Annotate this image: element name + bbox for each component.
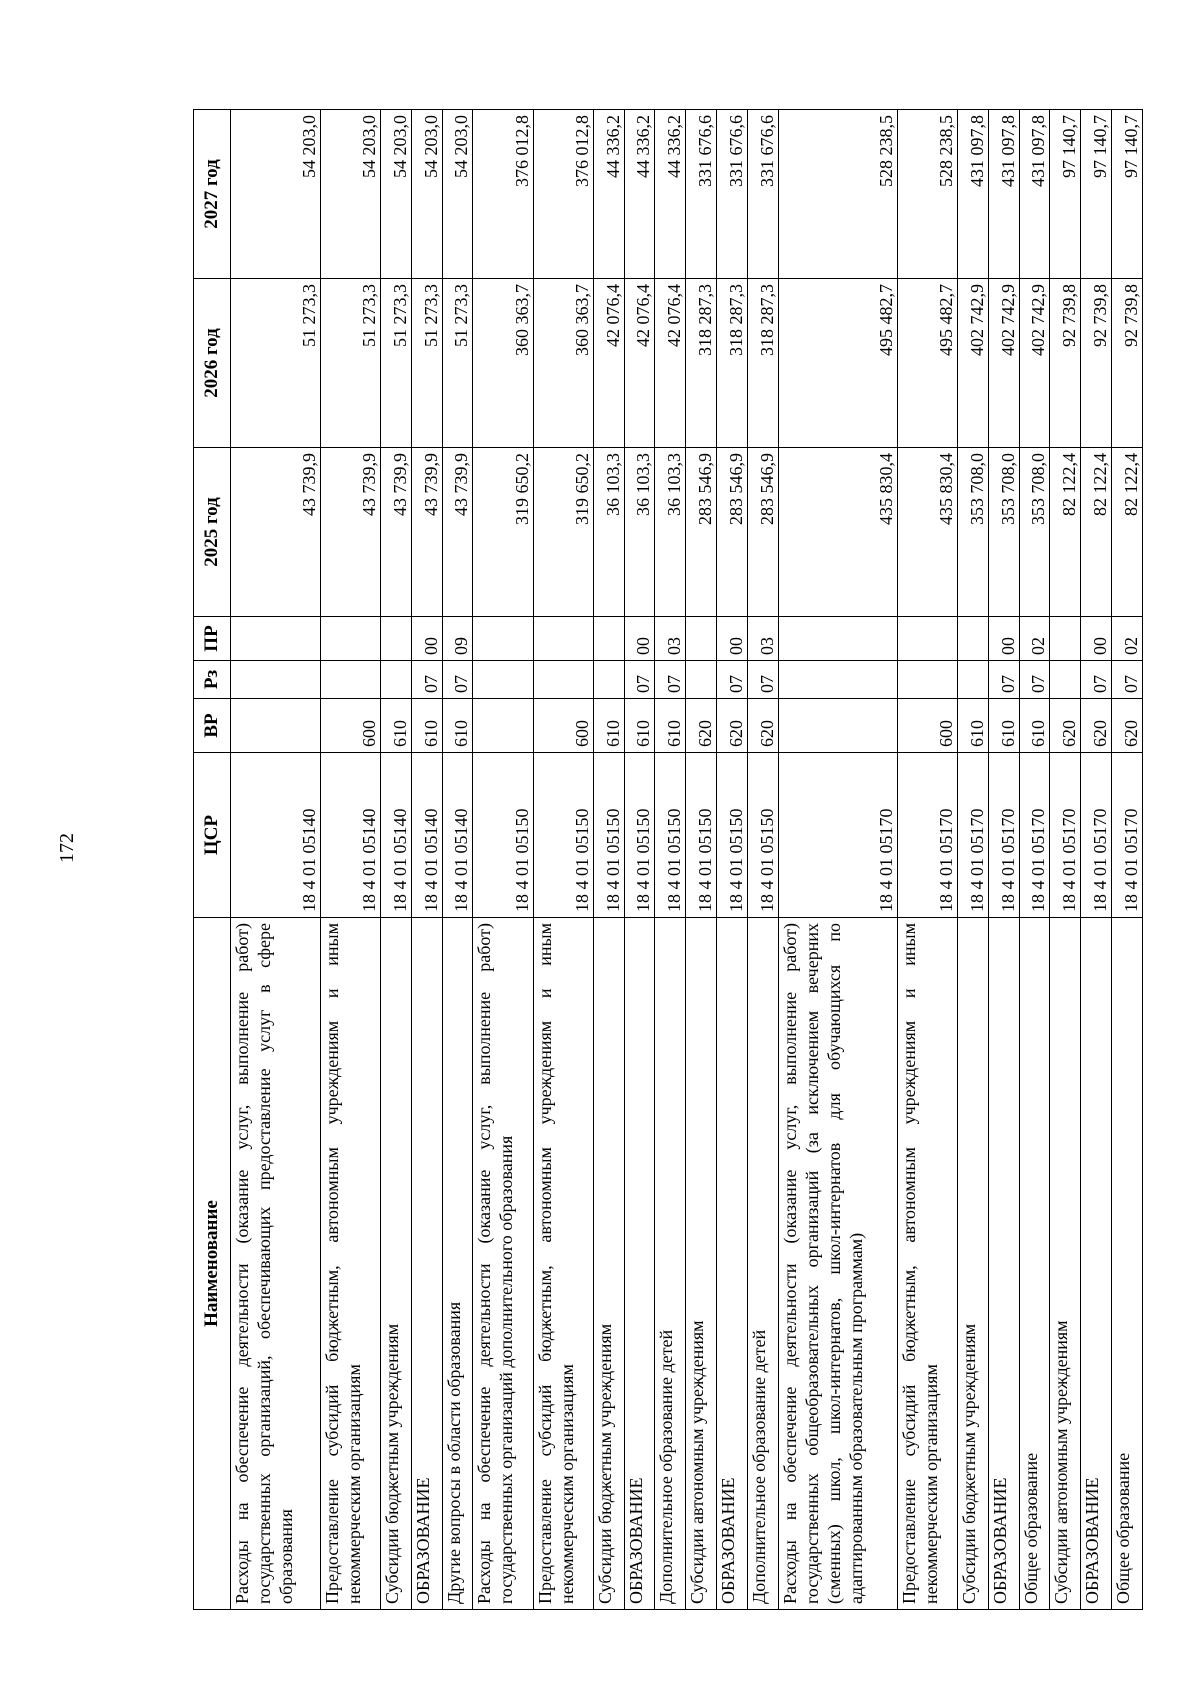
table-row bbox=[320, 110, 380, 1610]
cell-vr: 620 bbox=[1050, 699, 1081, 753]
cell-2027: 44 336,2 bbox=[593, 110, 624, 279]
cell-pr bbox=[533, 617, 593, 661]
cell-csr: 18 4 01 05140 bbox=[380, 753, 411, 918]
cell-name: ОБРАЗОВАНИЕ bbox=[1081, 918, 1112, 1610]
cell-pr: 03 bbox=[747, 617, 778, 661]
cell-rz bbox=[897, 661, 957, 699]
table-row bbox=[473, 110, 533, 1610]
cell-2027: 528 238,5 bbox=[897, 110, 957, 279]
cell-rz: 07 bbox=[1112, 661, 1143, 699]
cell-name: Расходы на обеспечение деятельности (оказание услуг, выполнение работ) государственных организаций, обеспечивающих предоставление услуг в сфере образования bbox=[231, 918, 321, 1610]
cell-vr: 600 bbox=[897, 699, 957, 753]
cell-rz: 07 bbox=[624, 661, 655, 699]
cell-2025: 43 739,9 bbox=[320, 448, 380, 617]
cell-vr bbox=[473, 699, 533, 753]
table-row bbox=[655, 110, 686, 1610]
header-2027: 2027 год bbox=[194, 110, 231, 279]
table-row bbox=[442, 110, 473, 1610]
cell-csr: 18 4 01 05150 bbox=[624, 753, 655, 918]
cell-pr: 00 bbox=[411, 617, 442, 661]
cell-name: Расходы на обеспечение деятельности (оказание услуг, выполнение работ) государственных общеобразовательных организаций (за исключением вечерних (сменных) школ, школ-интернатов, школ-интернатов для обучающихся по адаптированным образовательным программам) bbox=[778, 918, 897, 1610]
cell-2026: 402 742,9 bbox=[1019, 279, 1050, 448]
cell-2027: 431 097,8 bbox=[1019, 110, 1050, 279]
cell-name: Дополнительное образование детей bbox=[655, 918, 686, 1610]
cell-name: Субсидии бюджетным учреждениям bbox=[380, 918, 411, 1610]
cell-pr bbox=[380, 617, 411, 661]
cell-2027: 54 203,0 bbox=[411, 110, 442, 279]
cell-rz bbox=[1050, 661, 1081, 699]
cell-name: Другие вопросы в области образования bbox=[442, 918, 473, 1610]
cell-pr: 09 bbox=[442, 617, 473, 661]
cell-2025: 353 708,0 bbox=[958, 448, 989, 617]
cell-csr: 18 4 01 05170 bbox=[897, 753, 957, 918]
cell-rz bbox=[958, 661, 989, 699]
cell-2027: 431 097,8 bbox=[988, 110, 1019, 279]
cell-name: Предоставление субсидий бюджетным, автономным учреждениям и иным некоммерческим организациям bbox=[320, 918, 380, 1610]
table-body bbox=[231, 110, 1143, 1610]
cell-2027: 528 238,5 bbox=[778, 110, 897, 279]
cell-vr: 610 bbox=[655, 699, 686, 753]
cell-vr: 620 bbox=[686, 699, 717, 753]
table-row bbox=[593, 110, 624, 1610]
table-row bbox=[988, 110, 1019, 1610]
cell-2025: 43 739,9 bbox=[442, 448, 473, 617]
cell-2026: 402 742,9 bbox=[958, 279, 989, 448]
table-row bbox=[533, 110, 593, 1610]
cell-pr: 00 bbox=[624, 617, 655, 661]
budget-table-container bbox=[193, 110, 1143, 1610]
cell-2027: 54 203,0 bbox=[320, 110, 380, 279]
cell-pr bbox=[473, 617, 533, 661]
cell-2026: 92 739,8 bbox=[1050, 279, 1081, 448]
cell-pr bbox=[593, 617, 624, 661]
table-row bbox=[624, 110, 655, 1610]
cell-2025: 82 122,4 bbox=[1112, 448, 1143, 617]
cell-csr: 18 4 01 05170 bbox=[1081, 753, 1112, 918]
cell-name: Субсидии автономным учреждениям bbox=[686, 918, 717, 1610]
table-row bbox=[1019, 110, 1050, 1610]
cell-csr: 18 4 01 05140 bbox=[442, 753, 473, 918]
cell-pr: 02 bbox=[1019, 617, 1050, 661]
cell-vr: 610 bbox=[1019, 699, 1050, 753]
table-row bbox=[897, 110, 957, 1610]
header-pr: ПР bbox=[194, 617, 231, 661]
cell-2027: 54 203,0 bbox=[380, 110, 411, 279]
cell-name: ОБРАЗОВАНИЕ bbox=[624, 918, 655, 1610]
cell-rz bbox=[533, 661, 593, 699]
cell-name: ОБРАЗОВАНИЕ bbox=[717, 918, 748, 1610]
cell-2025: 435 830,4 bbox=[897, 448, 957, 617]
table-row bbox=[411, 110, 442, 1610]
cell-vr: 610 bbox=[411, 699, 442, 753]
cell-vr: 600 bbox=[533, 699, 593, 753]
header-2026: 2026 год bbox=[194, 279, 231, 448]
cell-vr: 620 bbox=[747, 699, 778, 753]
cell-pr: 02 bbox=[1112, 617, 1143, 661]
cell-vr: 610 bbox=[380, 699, 411, 753]
cell-name: Общее образование bbox=[1112, 918, 1143, 1610]
cell-2025: 283 546,9 bbox=[717, 448, 748, 617]
cell-name: Субсидии бюджетным учреждениям bbox=[958, 918, 989, 1610]
cell-2025: 283 546,9 bbox=[747, 448, 778, 617]
cell-2025: 319 650,2 bbox=[473, 448, 533, 617]
cell-rz bbox=[473, 661, 533, 699]
cell-vr bbox=[231, 699, 321, 753]
cell-name: ОБРАЗОВАНИЕ bbox=[988, 918, 1019, 1610]
table-row bbox=[380, 110, 411, 1610]
header-2025: 2025 год bbox=[194, 448, 231, 617]
cell-name: Предоставление субсидий бюджетным, автономным учреждениям и иным некоммерческим организациям bbox=[533, 918, 593, 1610]
table-row bbox=[717, 110, 748, 1610]
cell-2027: 97 140,7 bbox=[1081, 110, 1112, 279]
cell-csr: 18 4 01 05170 bbox=[958, 753, 989, 918]
cell-2025: 43 739,9 bbox=[380, 448, 411, 617]
cell-vr: 610 bbox=[442, 699, 473, 753]
cell-csr: 18 4 01 05150 bbox=[747, 753, 778, 918]
cell-2026: 51 273,3 bbox=[442, 279, 473, 448]
budget-table bbox=[193, 109, 1143, 1610]
cell-2026: 42 076,4 bbox=[593, 279, 624, 448]
cell-csr: 18 4 01 05150 bbox=[655, 753, 686, 918]
cell-csr: 18 4 01 05170 bbox=[988, 753, 1019, 918]
cell-vr: 620 bbox=[1081, 699, 1112, 753]
table-row bbox=[778, 110, 897, 1610]
cell-2025: 43 739,9 bbox=[411, 448, 442, 617]
cell-rz: 07 bbox=[442, 661, 473, 699]
cell-2027: 431 097,8 bbox=[958, 110, 989, 279]
cell-csr: 18 4 01 05170 bbox=[1050, 753, 1081, 918]
cell-2026: 360 363,7 bbox=[473, 279, 533, 448]
cell-2026: 92 739,8 bbox=[1081, 279, 1112, 448]
cell-2027: 331 676,6 bbox=[686, 110, 717, 279]
cell-vr: 620 bbox=[1112, 699, 1143, 753]
cell-pr bbox=[231, 617, 321, 661]
cell-name: Общее образование bbox=[1019, 918, 1050, 1610]
cell-2027: 376 012,8 bbox=[473, 110, 533, 279]
cell-2026: 51 273,3 bbox=[320, 279, 380, 448]
table-header-row bbox=[194, 110, 231, 1610]
cell-2027: 331 676,6 bbox=[717, 110, 748, 279]
cell-csr: 18 4 01 05150 bbox=[717, 753, 748, 918]
cell-2025: 82 122,4 bbox=[1081, 448, 1112, 617]
cell-2027: 44 336,2 bbox=[655, 110, 686, 279]
cell-rz: 07 bbox=[655, 661, 686, 699]
cell-2027: 54 203,0 bbox=[442, 110, 473, 279]
cell-2027: 376 012,8 bbox=[533, 110, 593, 279]
cell-2025: 283 546,9 bbox=[686, 448, 717, 617]
cell-2025: 36 103,3 bbox=[593, 448, 624, 617]
cell-pr bbox=[686, 617, 717, 661]
cell-2026: 42 076,4 bbox=[655, 279, 686, 448]
cell-2026: 495 482,7 bbox=[778, 279, 897, 448]
cell-pr bbox=[320, 617, 380, 661]
cell-2025: 319 650,2 bbox=[533, 448, 593, 617]
cell-pr: 03 bbox=[655, 617, 686, 661]
cell-vr: 610 bbox=[624, 699, 655, 753]
cell-2027: 44 336,2 bbox=[624, 110, 655, 279]
header-vr: ВР bbox=[194, 699, 231, 753]
table-row bbox=[1081, 110, 1112, 1610]
cell-2025: 36 103,3 bbox=[624, 448, 655, 617]
cell-name: Предоставление субсидий бюджетным, автономным учреждениям и иным некоммерческим организациям bbox=[897, 918, 957, 1610]
cell-2025: 82 122,4 bbox=[1050, 448, 1081, 617]
cell-pr bbox=[958, 617, 989, 661]
cell-pr bbox=[897, 617, 957, 661]
cell-name: Субсидии бюджетным учреждениям bbox=[593, 918, 624, 1610]
cell-csr: 18 4 01 05140 bbox=[231, 753, 321, 918]
cell-vr: 610 bbox=[988, 699, 1019, 753]
cell-vr: 610 bbox=[958, 699, 989, 753]
cell-2025: 353 708,0 bbox=[988, 448, 1019, 617]
page-number: 172 bbox=[56, 833, 78, 863]
cell-csr: 18 4 01 05150 bbox=[593, 753, 624, 918]
cell-2025: 43 739,9 bbox=[231, 448, 321, 617]
cell-name: Субсидии автономным учреждениям bbox=[1050, 918, 1081, 1610]
header-rz: Рз bbox=[194, 661, 231, 699]
cell-csr: 18 4 01 05150 bbox=[533, 753, 593, 918]
table-row bbox=[1050, 110, 1081, 1610]
cell-csr: 18 4 01 05150 bbox=[473, 753, 533, 918]
cell-rz: 07 bbox=[1081, 661, 1112, 699]
table-row bbox=[747, 110, 778, 1610]
cell-vr: 600 bbox=[320, 699, 380, 753]
cell-rz bbox=[320, 661, 380, 699]
header-name: Наименование bbox=[194, 918, 231, 1610]
table-row bbox=[958, 110, 989, 1610]
cell-csr: 18 4 01 05140 bbox=[320, 753, 380, 918]
cell-rz: 07 bbox=[747, 661, 778, 699]
cell-2025: 353 708,0 bbox=[1019, 448, 1050, 617]
cell-2026: 42 076,4 bbox=[624, 279, 655, 448]
cell-vr: 620 bbox=[717, 699, 748, 753]
cell-csr: 18 4 01 05170 bbox=[778, 753, 897, 918]
cell-pr: 00 bbox=[717, 617, 748, 661]
cell-2027: 331 676,6 bbox=[747, 110, 778, 279]
cell-csr: 18 4 01 05140 bbox=[411, 753, 442, 918]
cell-pr: 00 bbox=[988, 617, 1019, 661]
cell-rz bbox=[593, 661, 624, 699]
cell-csr: 18 4 01 05170 bbox=[1112, 753, 1143, 918]
cell-pr bbox=[1050, 617, 1081, 661]
cell-pr: 00 bbox=[1081, 617, 1112, 661]
cell-2025: 435 830,4 bbox=[778, 448, 897, 617]
cell-2027: 97 140,7 bbox=[1112, 110, 1143, 279]
cell-pr bbox=[778, 617, 897, 661]
table-row bbox=[1112, 110, 1143, 1610]
cell-2027: 54 203,0 bbox=[231, 110, 321, 279]
cell-2026: 402 742,9 bbox=[988, 279, 1019, 448]
cell-2026: 51 273,3 bbox=[380, 279, 411, 448]
table-row bbox=[231, 110, 321, 1610]
cell-vr bbox=[778, 699, 897, 753]
cell-2026: 495 482,7 bbox=[897, 279, 957, 448]
cell-rz: 07 bbox=[988, 661, 1019, 699]
cell-2026: 318 287,3 bbox=[717, 279, 748, 448]
cell-2026: 51 273,3 bbox=[231, 279, 321, 448]
cell-rz bbox=[231, 661, 321, 699]
cell-2026: 318 287,3 bbox=[686, 279, 717, 448]
cell-rz bbox=[380, 661, 411, 699]
table-row bbox=[686, 110, 717, 1610]
cell-rz: 07 bbox=[1019, 661, 1050, 699]
cell-2026: 51 273,3 bbox=[411, 279, 442, 448]
cell-rz bbox=[778, 661, 897, 699]
cell-2026: 318 287,3 bbox=[747, 279, 778, 448]
cell-name: ОБРАЗОВАНИЕ bbox=[411, 918, 442, 1610]
header-csr: ЦСР bbox=[194, 753, 231, 918]
cell-2027: 97 140,7 bbox=[1050, 110, 1081, 279]
cell-csr: 18 4 01 05170 bbox=[1019, 753, 1050, 918]
cell-rz: 07 bbox=[717, 661, 748, 699]
cell-2025: 36 103,3 bbox=[655, 448, 686, 617]
cell-2026: 360 363,7 bbox=[533, 279, 593, 448]
cell-2026: 92 739,8 bbox=[1112, 279, 1143, 448]
cell-name: Расходы на обеспечение деятельности (оказание услуг, выполнение работ) государственных организаций дополнительного образования bbox=[473, 918, 533, 1610]
cell-rz bbox=[686, 661, 717, 699]
cell-rz: 07 bbox=[411, 661, 442, 699]
cell-name: Дополнительное образование детей bbox=[747, 918, 778, 1610]
cell-csr: 18 4 01 05150 bbox=[686, 753, 717, 918]
cell-vr: 610 bbox=[593, 699, 624, 753]
